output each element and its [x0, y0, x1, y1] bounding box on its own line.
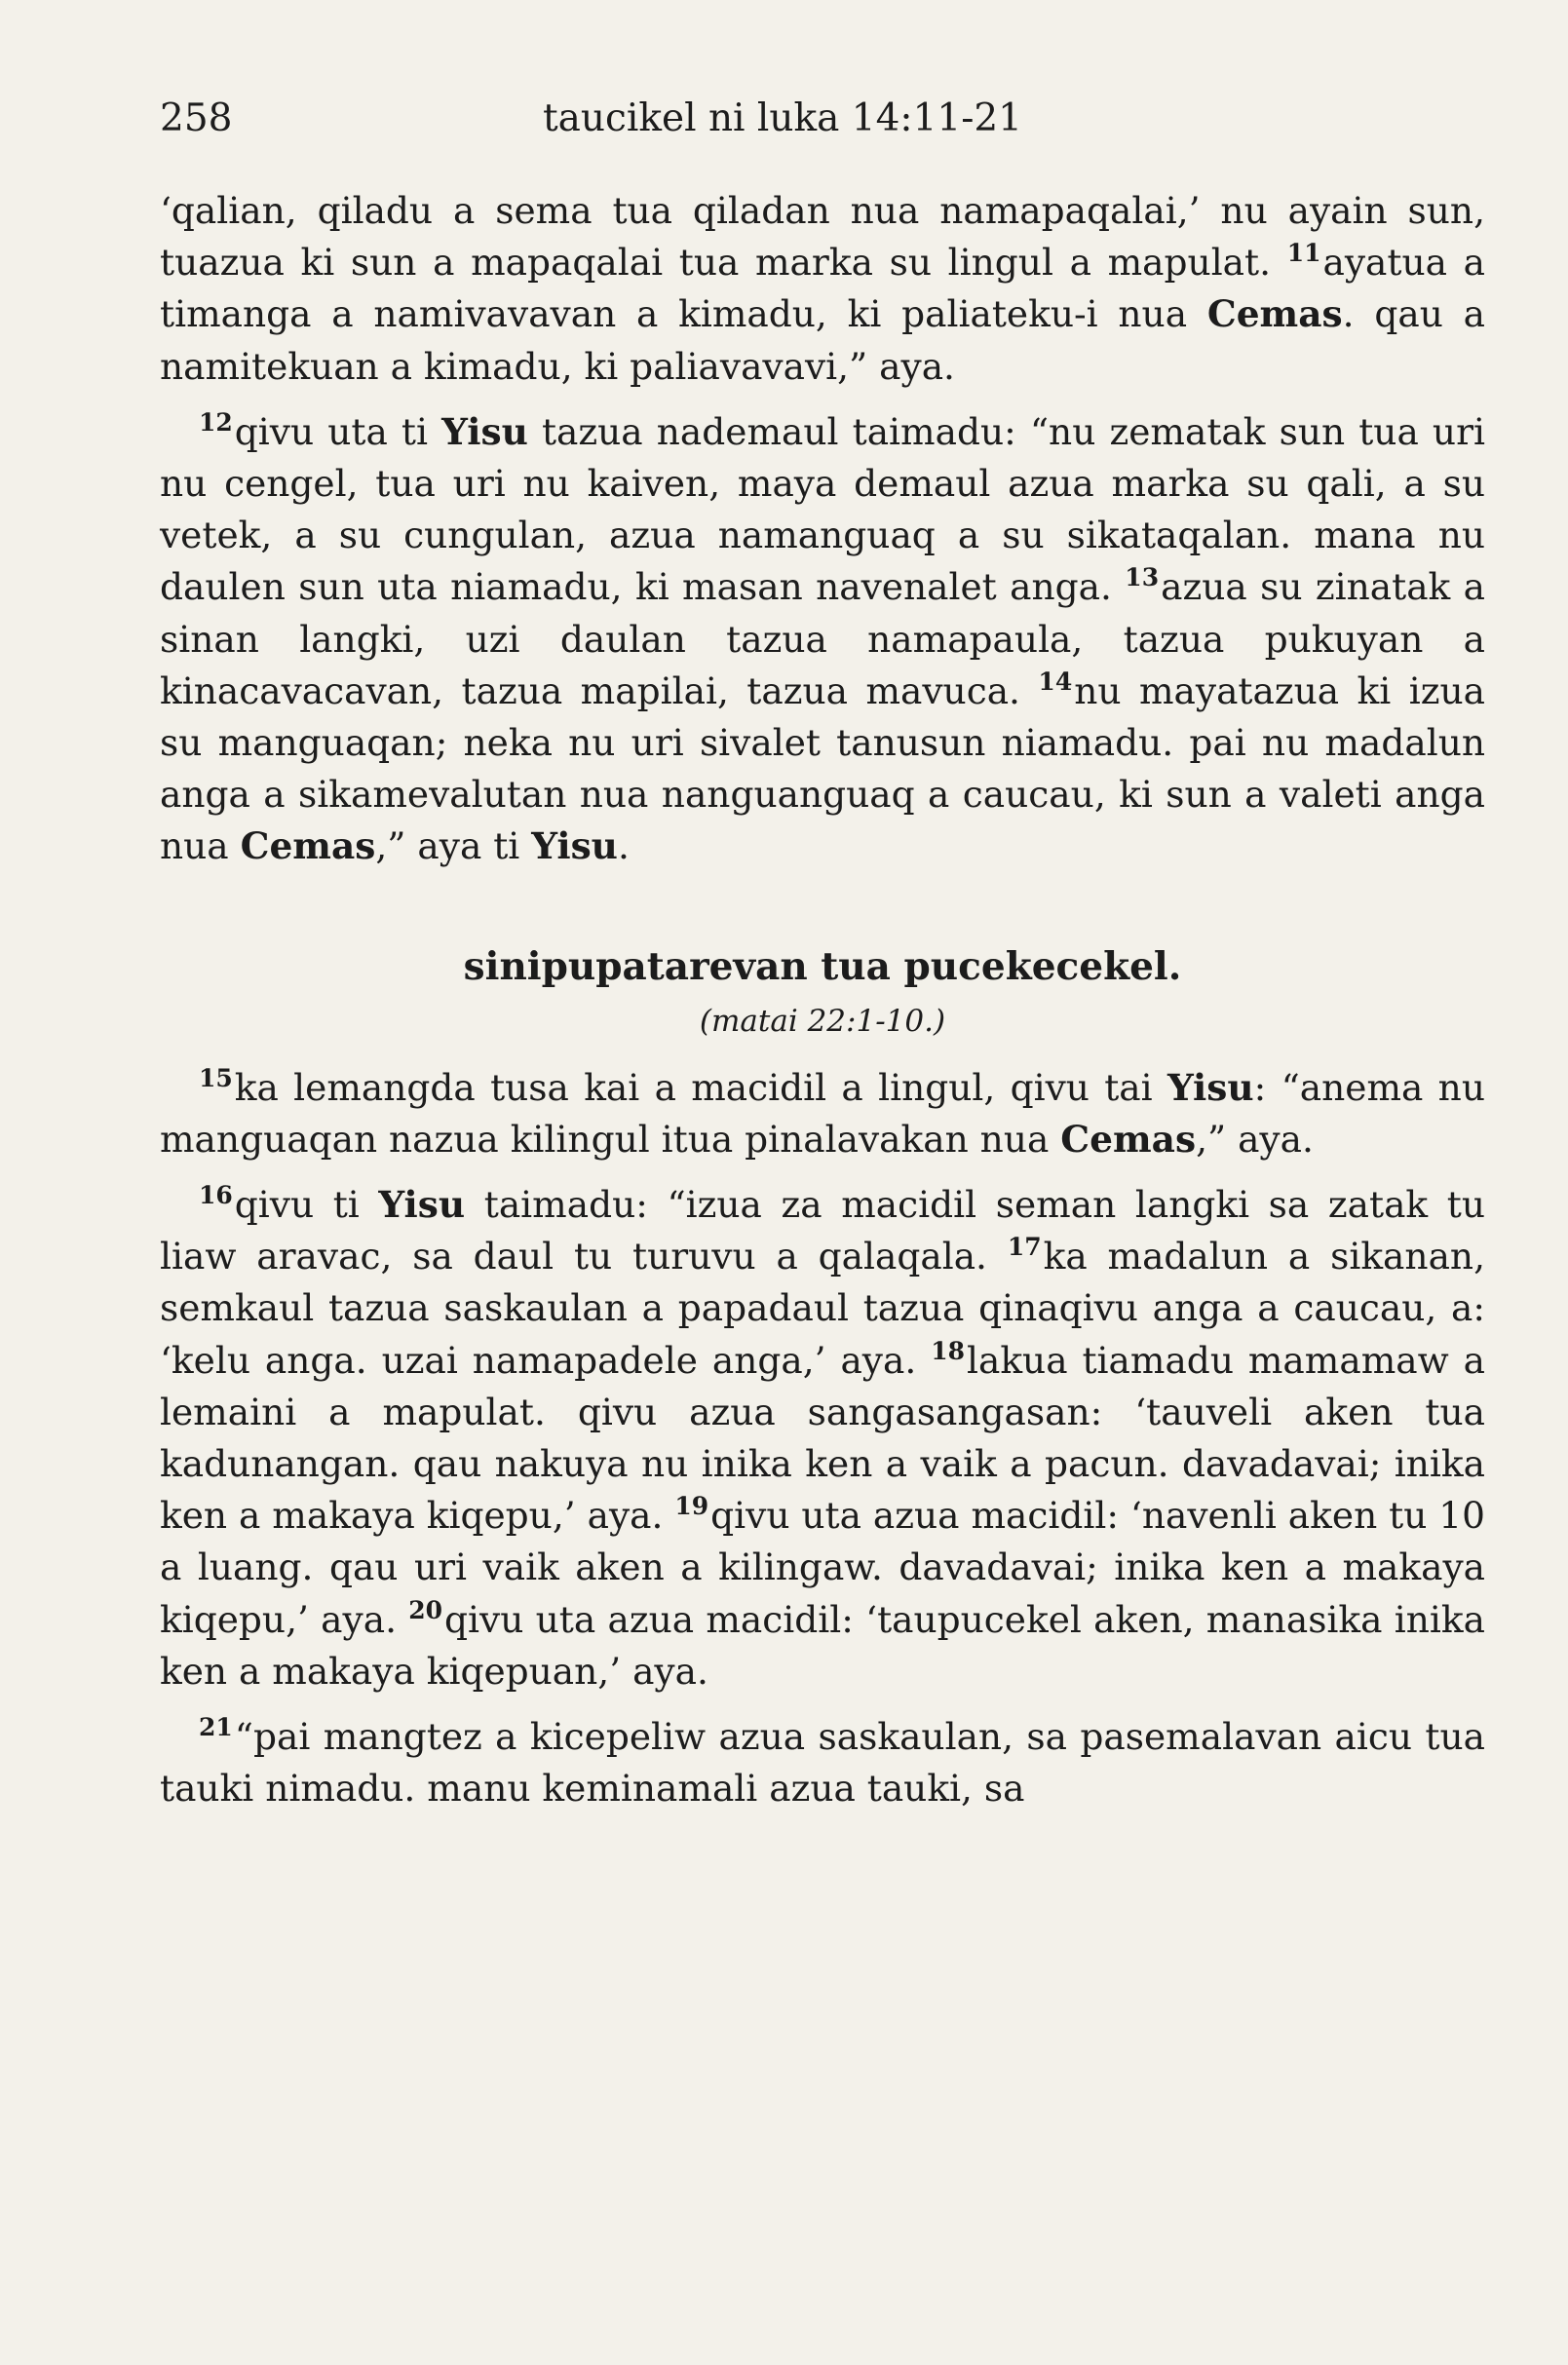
verse-paragraph: [160, 1062, 1485, 1165]
verse-paragraph: [160, 1179, 1485, 1697]
verse-text: . qau a namitekuan a kimadu, ki paliavavavi,” aya.: [160, 292, 1485, 388]
verse-number: 13: [1125, 563, 1160, 592]
bold-name: Yisu: [1166, 1065, 1254, 1109]
verse-text: ,” aya ti: [375, 824, 532, 868]
body-text: [160, 185, 1485, 1828]
verse-paragraph: [160, 1711, 1485, 1814]
verse-text: qivu ti: [234, 1183, 379, 1227]
verse-number: 21: [199, 1713, 233, 1742]
bold-name: Yisu: [441, 409, 528, 453]
verse-number: 14: [1038, 667, 1073, 696]
verse-number: 17: [1007, 1233, 1042, 1262]
paragraphs-after-heading: [160, 1062, 1485, 1815]
verse-paragraph: [160, 406, 1485, 873]
verse-text: lakua tiamadu mamamaw a lemaini a mapulat. qivu azua sangasangasan: ‘tauveli aken tua kadunangan. qau nakuya nu inika ken a vaik a pacun. davadavai; inika ken a makaya kiqepu,’ aya.: [160, 1338, 1485, 1538]
page-number: 258: [160, 96, 233, 140]
verse-text: .: [617, 824, 630, 868]
verse-text: qivu uta azua macidil: ‘taupucekel aken, manasika inika ken a makaya kiqepuan,’ aya.: [160, 1597, 1485, 1693]
verse-text: qivu uta azua macidil: ‘navenli aken tu 10 a luang. qau uri vaik aken a kilingaw. davadavai; inika ken a makaya kiqepu,’ aya.: [160, 1494, 1486, 1641]
running-head: taucikel ni luka 14:11-21: [543, 96, 1022, 140]
verse-number: 16: [199, 1181, 233, 1210]
verse-number: 20: [408, 1595, 443, 1624]
verse-paragraph: [160, 185, 1485, 393]
cross-reference: (matai 22:1-10.): [699, 1003, 946, 1039]
verse-text: ayatua a timanga a namivavavan a kimadu, ki paliateku-i nua: [160, 241, 1485, 336]
verse-number: 18: [931, 1336, 965, 1365]
verse-number: 12: [199, 407, 233, 437]
page-header: [160, 90, 1485, 148]
section-title: sinipupatarevan tua pucekecekel.: [463, 943, 1182, 989]
verse-number: 11: [1286, 239, 1321, 268]
verse-text: taimadu: “izua za macidil seman langki sa zatak tu liaw aravac, sa daul tu turuvu a qalaqala.: [160, 1183, 1485, 1278]
bold-name: Cemas: [240, 824, 376, 868]
verse-number: 19: [674, 1492, 709, 1521]
verse-text: ‘qalian, qiladu a sema tua qiladan nua namapaqalai,’ nu ayain sun, tuazua ki sun a mapaqalai tua marka su lingul a mapulat.: [160, 189, 1485, 285]
paragraphs-before-heading: [160, 185, 1485, 873]
verse-number: 15: [199, 1063, 233, 1092]
verse-text: : “anema nu manguaqan nazua kilingul itua pinalavakan nua: [160, 1065, 1485, 1161]
verse-text: “pai mangtez a kicepeliw azua saskaulan, sa pasemalavan aicu tua tauki nimadu. manu keminamali azua tauki, sa: [160, 1715, 1485, 1811]
bold-name: Yisu: [378, 1183, 466, 1227]
bold-name: Cemas: [1206, 292, 1343, 336]
verse-text: azua su zinatak a sinan langki, uzi daulan tazua namapaula, tazua pukuyan a kinacavacavan, tazua mapilai, tazua mavuca.: [160, 565, 1485, 712]
verse-text: ka madalun a sikanan, semkaul tazua saskaulan a papadaul tazua qinaqivu anga a caucau, a: ‘kelu anga. uzai namapadele anga,’ aya.: [160, 1235, 1485, 1382]
bold-name: Cemas: [1060, 1117, 1197, 1161]
bold-name: Yisu: [531, 824, 618, 868]
verse-text: ka lemangda tusa kai a macidil a lingul, qivu tai: [234, 1065, 1167, 1109]
verse-text: ,” aya.: [1196, 1117, 1314, 1161]
verse-text: qivu uta ti: [234, 409, 442, 453]
verse-text: nu mayatazua ki izua su manguaqan; neka nu uri sivalet tanusun niamadu. pai nu madalun anga a sikamevalutan nua nanguanguaq a caucau, ki sun a valeti anga nua: [160, 668, 1485, 868]
verse-text: tazua nademaul taimadu: “nu zematak sun tua uri nu cengel, tua uri nu kaiven, maya demaul azua marka su qali, a su vetek, a su cungulan, azua namanguaq a su sikataqalan. mana nu daulen sun uta niamadu, ki masan navenalet anga.: [160, 409, 1485, 609]
